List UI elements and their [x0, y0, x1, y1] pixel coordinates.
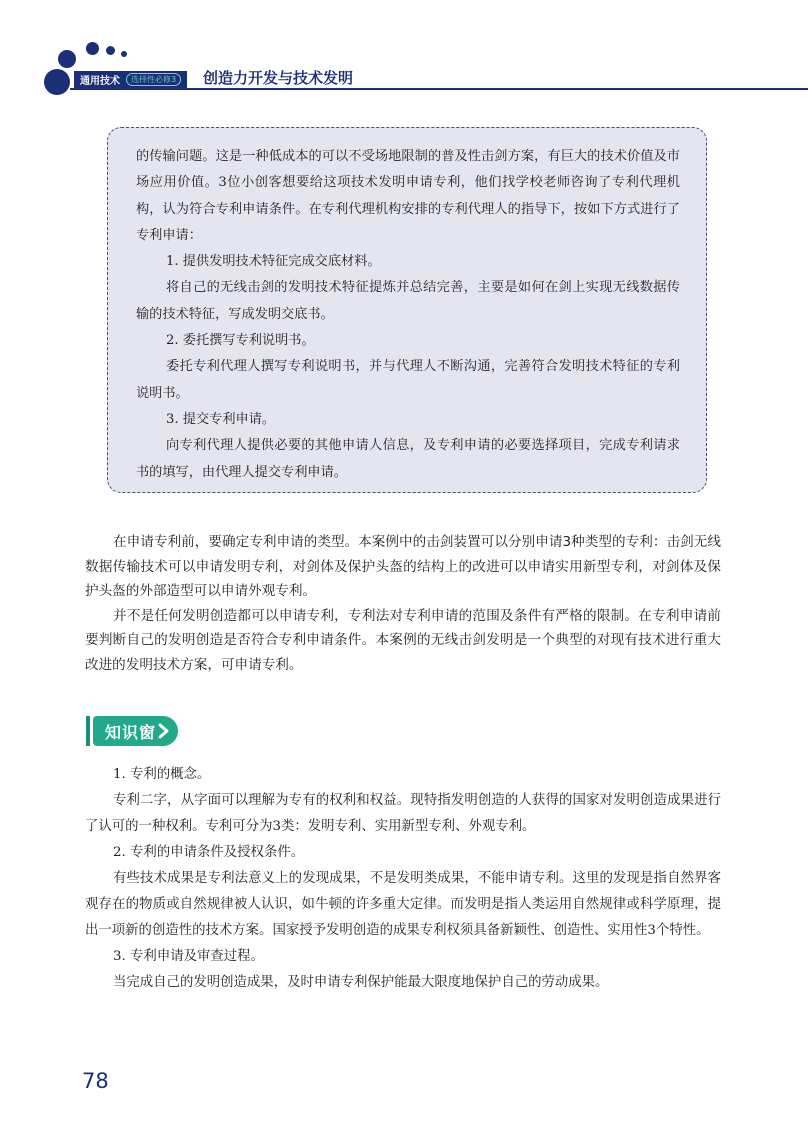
header-circle-icon — [44, 69, 70, 95]
body-paragraph: 并不是任何发明创造都可以申请专利，专利法对专利申请的范围及条件有严格的限制。在专利申请前要判断自己的发明创造是否符合专利申请条件。本案例的无线击剑发明是一个典型的对现有技术进行重大改进的发明技术方案，可申请专利。 — [85, 607, 721, 673]
case-step-heading: 3. 提交专利申请。 — [166, 411, 276, 427]
knowledge-heading: 3. 专利申请及审查过程。 — [113, 949, 264, 964]
knowledge-tag — [93, 716, 178, 746]
chevron-right-icon — [156, 722, 172, 740]
case-paragraph: 的传输问题。这是一种低成本的可以不受场地限制的普及性击剑方案，有巨大的技术价值及市场应用价值。3位小创客想要给这项技术发明申请专利，他们找学校老师咨询了专利代理机构，认为符合专利申请条件。在专利代理机构安排的专利代理人的指导下，按如下方式进行了专利申请： — [136, 149, 680, 243]
knowledge-paragraph: 有些技术成果是专利法意义上的发现成果，不是发明类成果，不能申请专利。这里的发现是指自然界客观存在的物质或自然规律被人认识，如牛顿的许多重大定律。而发明是指人类运用自然规律或科学原理，提出一项新的创造性的技术方案。国家授予发明创造的成果专利权须具备新颖性、创造性、实用性3个特性。 — [85, 871, 721, 938]
decor-dot — [86, 42, 99, 55]
body-text — [85, 530, 721, 677]
case-step-heading: 2. 委托撰写专利说明书。 — [166, 333, 315, 349]
book-title: 创造力开发与技术发明 — [203, 69, 354, 87]
knowledge-paragraph: 当完成自己的发明创造成果，及时申请专利保护能最大限度地保护自己的劳动成果。 — [113, 975, 609, 990]
body-paragraph: 在申请专利前，要确定专利申请的类型。本案例中的击剑装置可以分别申请3种类型的专利：击剑无线数据传输技术可以申请发明专利，对剑体及保护头盔的结构上的改进可以申请实用新型专利，对剑体及保护头盔的外部造型可以申请外观专利。 — [85, 534, 721, 599]
series-label — [74, 71, 187, 88]
decor-dot — [121, 51, 127, 57]
knowledge-paragraph: 专利二字，从字面可以理解为专有的权利和权益。现特指发明创造的人获得的国家对发明创造成果进行了认可的一种权利。专利可分为3类：发明专利、实用新型专利、外观专利。 — [85, 793, 721, 834]
decor-dot — [106, 46, 115, 55]
header-rule — [70, 88, 808, 90]
case-paragraph: 委托专利代理人撰写专利说明书，并与代理人不断沟通，完善符合发明技术特征的专利说明书。 — [136, 359, 680, 401]
knowledge-title: 知识窗 — [105, 722, 157, 742]
case-study-box — [107, 127, 707, 493]
label-bar — [86, 716, 90, 746]
decor-dot — [58, 50, 76, 68]
series-name: 通用技术 — [80, 76, 120, 87]
page-number: 78 — [82, 1069, 109, 1093]
case-step-heading: 1. 提供发明技术特征完成交底材料。 — [166, 254, 381, 270]
volume-badge: 选择性必修3 — [126, 73, 181, 86]
knowledge-window-label — [86, 716, 178, 746]
knowledge-body — [85, 762, 721, 996]
case-paragraph: 向专利代理人提供必要的其他申请人信息，及专利申请的必要选择项目，完成专利请求书的填写，由代理人提交专利申请。 — [136, 438, 680, 480]
knowledge-heading: 1. 专利的概念。 — [113, 767, 211, 782]
page-header — [0, 0, 808, 110]
case-paragraph: 将自己的无线击剑的发明技术特征提炼并总结完善，主要是如何在剑上实现无线数据传输的技术特征，写成发明交底书。 — [136, 280, 680, 322]
knowledge-heading: 2. 专利的申请条件及授权条件。 — [113, 845, 305, 860]
